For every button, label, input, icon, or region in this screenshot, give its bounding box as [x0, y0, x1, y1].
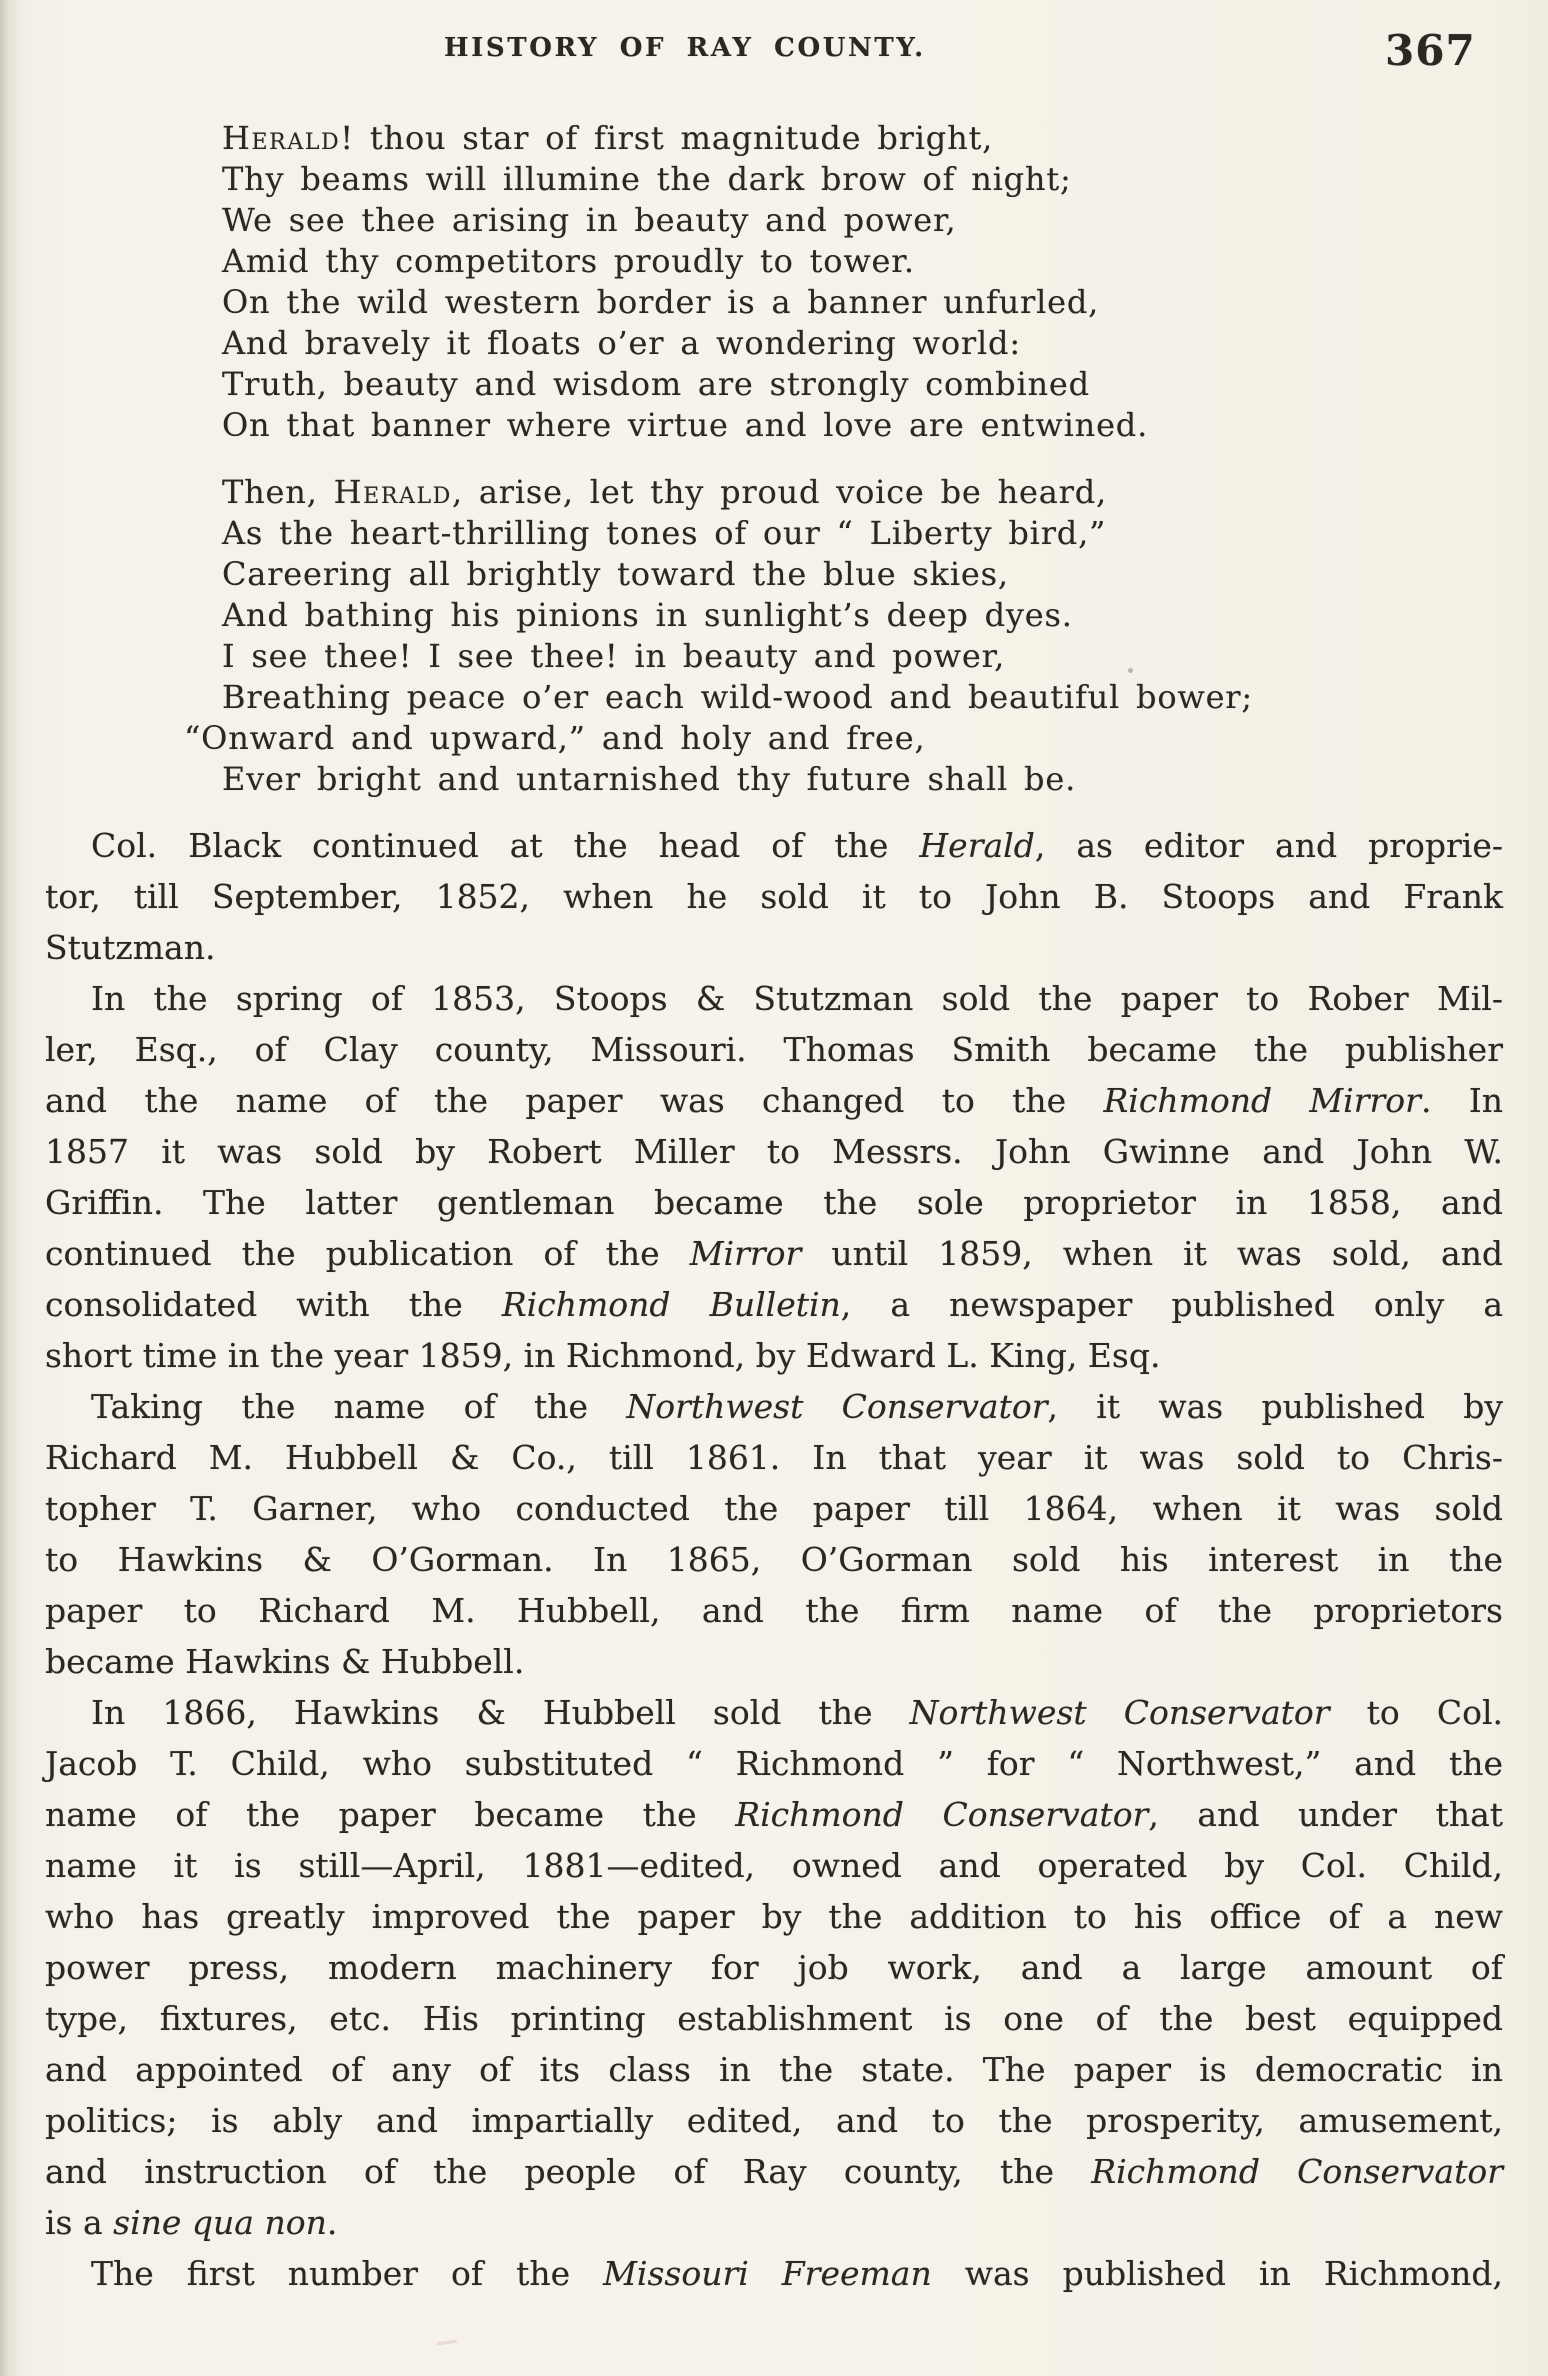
prose-line — [45, 1636, 1503, 1687]
text-segment: In 1866, Hawkins & Hubbell sold the — [91, 1693, 910, 1732]
text-segment: Careering all brightly toward the blue skies, — [222, 555, 1009, 593]
poem-line — [222, 405, 1462, 446]
text-segment: to Col. — [1329, 1693, 1503, 1732]
prose-line — [45, 1483, 1503, 1534]
text-segment: was published in Richmond, — [931, 2254, 1503, 2293]
text-segment: politics; is ably and impartially edited, and to the prosperity, amusement, — [45, 2101, 1503, 2140]
text-segment: tor, till September, 1852, when he sold it to John B. Stoops and Frank — [45, 877, 1503, 916]
poem-line — [222, 200, 1462, 241]
prose-line — [45, 820, 1503, 871]
poem-line — [222, 364, 1462, 405]
poem-line — [222, 513, 1462, 554]
text-segment: became Hawkins & Hubbell. — [45, 1642, 525, 1681]
text-segment: Thy beams will illumine the dark brow of night; — [222, 160, 1072, 198]
text-segment: topher T. Garner, who conducted the paper till 1864, when it was sold — [45, 1489, 1503, 1528]
text-segment: Herald — [222, 119, 341, 157]
prose-line — [45, 1891, 1503, 1942]
prose-line — [45, 1330, 1503, 1381]
prose-line — [45, 1840, 1503, 1891]
prose-line — [45, 1432, 1503, 1483]
text-segment: , and under that — [1148, 1795, 1504, 1834]
text-segment: Northwest Conservator — [626, 1387, 1048, 1426]
text-segment: . — [326, 2203, 338, 2242]
prose-line — [45, 1177, 1503, 1228]
prose-line — [45, 1024, 1503, 1075]
text-segment: and appointed of any of its class in the state. The paper is democratic in — [45, 2050, 1503, 2089]
text-segment: short time in the year 1859, in Richmond, by Edward L. King, Esq. — [45, 1336, 1161, 1375]
prose-line — [45, 1075, 1503, 1126]
text-segment: Richmond Bulletin — [501, 1285, 841, 1324]
prose-line — [45, 2197, 1503, 2248]
text-segment: Herald — [333, 473, 452, 511]
text-segment: is a — [45, 2203, 114, 2242]
scan-edge-shadow — [0, 0, 24, 2376]
text-segment: Richard M. Hubbell & Co., till 1861. In that year it was sold to Chris- — [45, 1438, 1503, 1477]
prose-line — [45, 1228, 1503, 1279]
text-segment: ler, Esq., of Clay county, Missouri. Thomas Smith became the publisher — [45, 1030, 1503, 1069]
text-segment: and the name of the paper was changed to the — [45, 1081, 1104, 1120]
prose-block — [45, 820, 1503, 2299]
text-segment: paper to Richard M. Hubbell, and the firm name of the proprietors — [45, 1591, 1503, 1630]
text-segment: to Hawkins & O’Gorman. In 1865, O’Gorman sold his interest in the — [45, 1540, 1503, 1579]
poem-line — [222, 595, 1462, 636]
prose-line — [45, 1789, 1503, 1840]
text-segment: Richmond Conservator — [735, 1795, 1149, 1834]
text-segment: sine qua non — [113, 2203, 327, 2242]
prose-line — [45, 1381, 1503, 1432]
text-segment: Northwest Conservator — [909, 1693, 1330, 1732]
poem-line — [222, 118, 1462, 159]
prose-line — [45, 1738, 1503, 1789]
poem-line — [222, 677, 1462, 718]
poem-line — [222, 636, 1462, 677]
text-segment: Mirror — [689, 1234, 802, 1273]
text-segment: Stutzman. — [45, 928, 216, 967]
text-segment: and instruction of the people of Ray county, the — [45, 2152, 1092, 2191]
poem-line — [222, 282, 1462, 323]
running-title: HISTORY OF RAY COUNTY. — [444, 33, 926, 63]
text-segment: Missouri Freeman — [603, 2254, 932, 2293]
text-segment: Richmond Mirror — [1103, 1081, 1421, 1120]
paragraph — [45, 1381, 1503, 1687]
poem-line — [222, 554, 1462, 595]
prose-line — [45, 1534, 1503, 1585]
text-segment: I see thee! I see thee! in beauty and power, — [222, 637, 1006, 675]
text-segment: And bravely it floats o’er a wondering world: — [222, 324, 1021, 362]
text-segment: In the spring of 1853, Stoops & Stutzman sold the paper to Rober Mil- — [91, 979, 1503, 1018]
poem-line — [222, 323, 1462, 364]
text-segment: Richmond Conservator — [1091, 2152, 1503, 2191]
paragraph — [45, 820, 1503, 973]
text-segment: continued the publication of the — [45, 1234, 690, 1273]
text-segment: ! thou star of first magnitude bright, — [340, 119, 994, 157]
prose-line — [45, 1687, 1503, 1738]
poem-line — [184, 718, 1462, 759]
text-segment: . In — [1420, 1081, 1503, 1120]
text-segment: name of the paper became the — [45, 1795, 736, 1834]
prose-line — [45, 1942, 1503, 1993]
text-segment: power press, modern machinery for job work, and a large amount of — [45, 1948, 1503, 1987]
poem-line — [222, 241, 1462, 282]
prose-line — [45, 973, 1503, 1024]
prose-line — [45, 2095, 1503, 2146]
text-segment: Jacob T. Child, who substituted “ Richmond ” for “ Northwest,” and the — [45, 1744, 1503, 1783]
prose-line — [45, 2044, 1503, 2095]
poem-line — [222, 472, 1462, 513]
text-segment: We see thee arising in beauty and power, — [222, 201, 957, 239]
paragraph — [45, 1687, 1503, 2248]
prose-line — [45, 2248, 1503, 2299]
text-segment: , it was published by — [1047, 1387, 1504, 1426]
text-segment: Herald — [919, 826, 1035, 865]
prose-line — [45, 871, 1503, 922]
prose-line — [45, 1279, 1503, 1330]
poem-line — [222, 159, 1462, 200]
text-segment: , arise, let thy proud voice be heard, — [451, 473, 1108, 511]
text-segment: consolidated with the — [45, 1285, 502, 1324]
text-segment: As the heart-thrilling tones of our “ Liberty bird,” — [222, 514, 1107, 552]
scan-artifact-dot — [1128, 668, 1133, 673]
text-segment: Col. Black continued at the head of the — [91, 826, 920, 865]
text-segment: And bathing his pinions in sunlight’s deep dyes. — [222, 596, 1073, 634]
prose-line — [45, 2146, 1503, 2197]
text-segment: type, fixtures, etc. His printing establishment is one of the best equipped — [45, 1999, 1503, 2038]
text-segment: Amid thy competitors proudly to tower. — [222, 242, 915, 280]
text-segment: The first number of the — [91, 2254, 604, 2293]
poem-stanza — [184, 472, 1462, 800]
poem-block — [184, 118, 1462, 826]
text-segment: Breathing peace o’er each wild-wood and beautiful bower; — [222, 678, 1253, 716]
prose-line — [45, 1993, 1503, 2044]
paragraph — [45, 973, 1503, 1381]
text-segment: until 1859, when it was sold, and — [801, 1234, 1503, 1273]
text-segment: , as editor and proprie- — [1034, 826, 1503, 865]
page-number: 367 — [1385, 26, 1476, 75]
text-segment: who has greatly improved the paper by the addition to his office of a new — [45, 1897, 1503, 1936]
text-segment: Truth, beauty and wisdom are strongly combined — [222, 365, 1090, 403]
text-segment: Griffin. The latter gentleman became the sole proprietor in 1858, and — [45, 1183, 1503, 1222]
text-segment: name it is still—April, 1881—edited, owned and operated by Col. Child, — [45, 1846, 1503, 1885]
text-segment: “Onward and upward,” and holy and free, — [184, 719, 926, 757]
text-segment: 1857 it was sold by Robert Miller to Messrs. John Gwinne and John W. — [45, 1132, 1503, 1171]
prose-line — [45, 1585, 1503, 1636]
text-segment: Ever bright and untarnished thy future shall be. — [222, 760, 1077, 798]
poem-stanza — [222, 118, 1462, 446]
prose-line — [45, 1126, 1503, 1177]
poem-line — [222, 759, 1462, 800]
paragraph — [45, 2248, 1503, 2299]
text-segment: Then, — [222, 473, 334, 511]
text-segment: Taking the name of the — [91, 1387, 627, 1426]
prose-line — [45, 922, 1503, 973]
text-segment: On that banner where virtue and love are entwined. — [222, 406, 1149, 444]
scan-artifact-dash — [437, 2340, 457, 2346]
text-segment: On the wild western border is a banner unfurled, — [222, 283, 1100, 321]
text-segment: , a newspaper published only a — [840, 1285, 1503, 1324]
